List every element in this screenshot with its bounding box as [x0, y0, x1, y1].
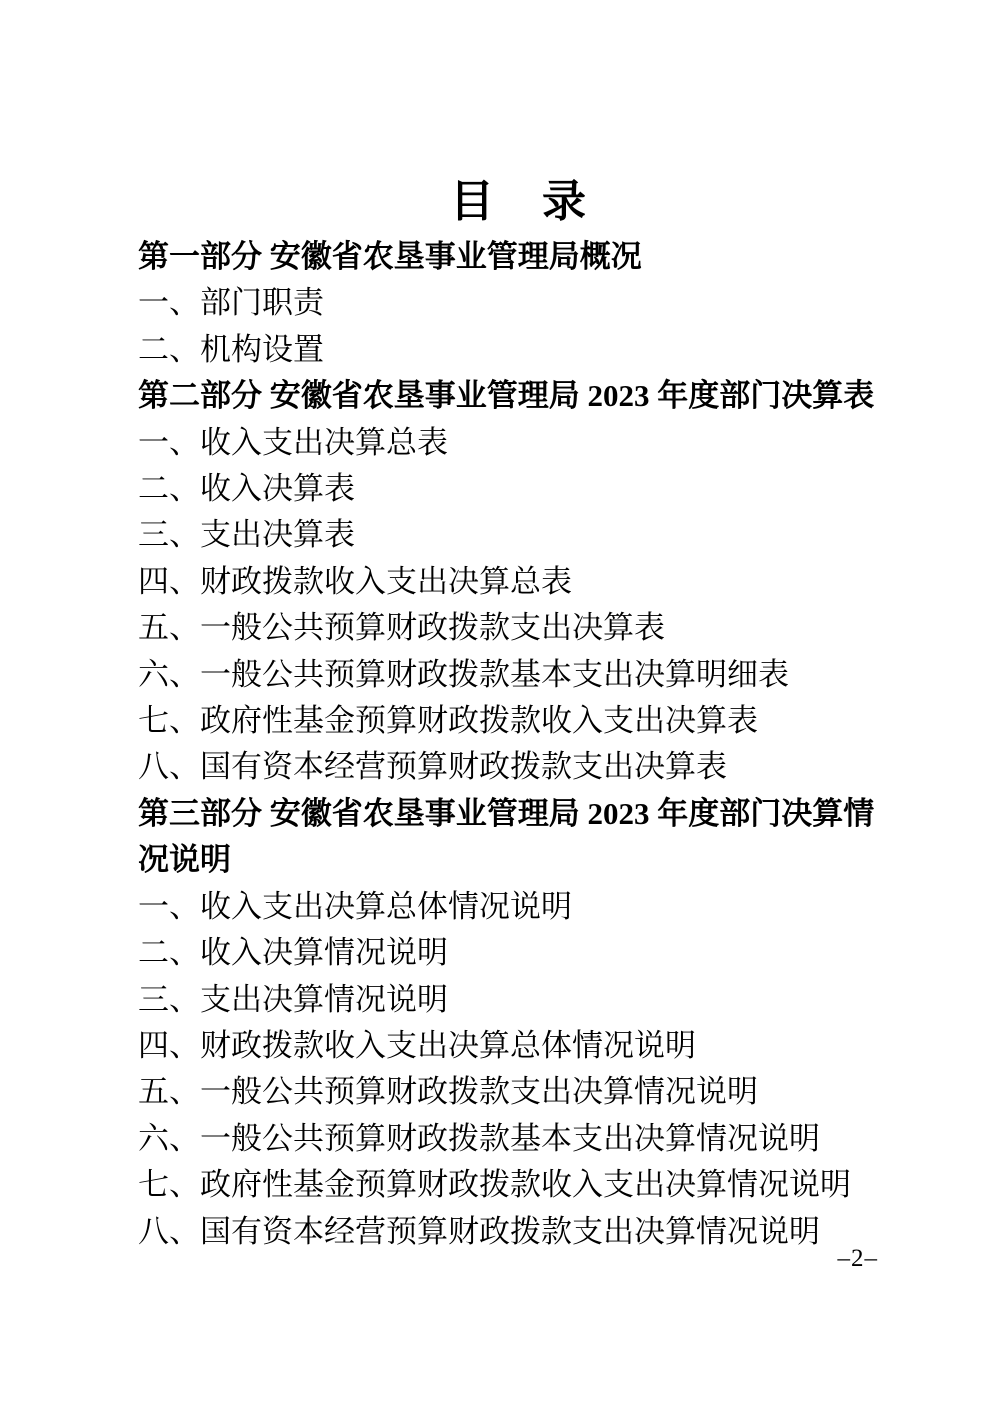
- toc-part-heading: 第二部分 安徽省农垦事业管理局 2023 年度部门决算表: [138, 378, 875, 414]
- toc-item: 二、收入决算情况说明: [138, 935, 448, 971]
- page-number: –2–: [837, 1245, 878, 1272]
- toc-item: 三、支出决算表: [138, 517, 355, 553]
- toc-part-heading: 况说明: [138, 842, 231, 878]
- page-title: 目 录: [450, 177, 588, 226]
- toc-item: 六、一般公共预算财政拨款基本支出决算明细表: [138, 656, 789, 692]
- toc-item: 五、一般公共预算财政拨款支出决算情况说明: [138, 1074, 758, 1110]
- toc-item: 四、财政拨款收入支出决算总表: [138, 563, 572, 599]
- toc-item: 八、国有资本经营预算财政拨款支出决算表: [138, 749, 727, 785]
- toc-item: 七、政府性基金预算财政拨款收入支出决算情况说明: [138, 1167, 851, 1203]
- toc-item: 八、国有资本经营预算财政拨款支出决算情况说明: [138, 1213, 820, 1249]
- toc-item: 五、一般公共预算财政拨款支出决算表: [138, 610, 665, 646]
- toc-item: 六、一般公共预算财政拨款基本支出决算情况说明: [138, 1120, 820, 1156]
- toc-item: 一、收入支出决算总体情况说明: [138, 888, 572, 924]
- toc-part-heading: 第三部分 安徽省农垦事业管理局 2023 年度部门决算情: [138, 795, 875, 831]
- toc-part-heading: 第一部分 安徽省农垦事业管理局概况: [138, 239, 642, 274]
- toc-item: 三、支出决算情况说明: [138, 981, 448, 1017]
- toc-item: 一、收入支出决算总表: [138, 424, 448, 460]
- toc-item: 二、收入决算表: [138, 471, 355, 507]
- toc-item: 四、财政拨款收入支出决算总体情况说明: [138, 1027, 696, 1063]
- toc-item: 一、部门职责: [138, 285, 324, 321]
- toc-item: 七、政府性基金预算财政拨款收入支出决算表: [138, 703, 758, 739]
- toc-item: 二、机构设置: [138, 331, 324, 367]
- toc-list: [138, 234, 928, 1255]
